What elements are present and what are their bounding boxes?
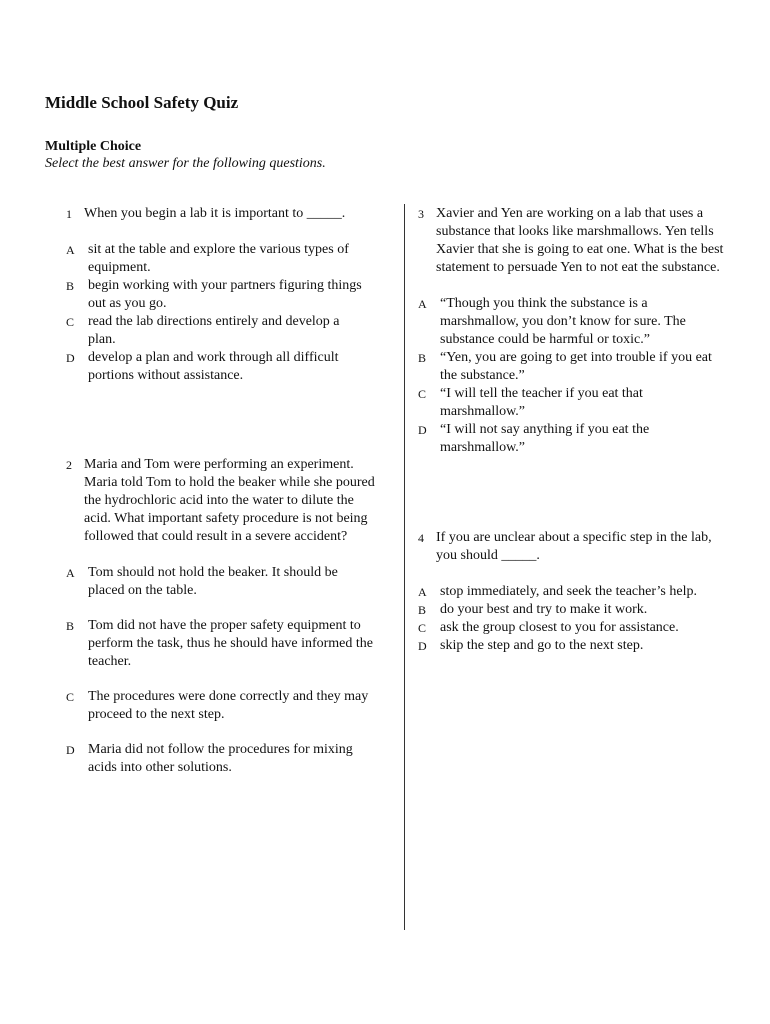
option-text: develop a plan and work through all difficult portions without assistance. <box>88 350 339 383</box>
option-letter: A <box>418 585 427 599</box>
option-text: “I will tell the teacher if you eat that marshmallow.” <box>440 386 643 419</box>
option-text: The procedures were done correctly and they may proceed to the next step. <box>88 689 369 722</box>
option-letter: A <box>66 566 75 580</box>
option-letter: B <box>66 619 75 633</box>
option-letter: B <box>418 351 427 365</box>
answer-options <box>418 583 728 655</box>
question-text: Maria and Tom were performing an experiment. Maria told Tom to hold the beaker while she poured the hydrochloric acid into the water to dilute the acid. What important safety procedure is not being followed that could result in a severe accident? <box>84 457 375 544</box>
option-b <box>66 617 376 671</box>
option-text: Maria did not follow the procedures for mixing acids into other solutions. <box>88 742 353 775</box>
option-a <box>66 241 366 277</box>
question-text: Xavier and Yen are working on a lab that uses a substance that looks like marshmallows. Yen tells Xavier that she is going to eat one. What is the best statement to persuade Yen to not eat the substance. <box>436 206 724 275</box>
option-letter: B <box>66 279 75 293</box>
option-text: Tom did not have the proper safety equipment to perform the task, thus he should have informed the teacher. <box>88 618 373 669</box>
option-text: “I will not say anything if you eat the marshmallow.” <box>440 422 650 455</box>
instructions-text: Select the best answer for the following questions. <box>45 156 326 171</box>
option-text: ask the group closest to you for assistance. <box>440 620 679 635</box>
option-letter: A <box>66 243 75 257</box>
option-text: skip the step and go to the next step. <box>440 638 644 653</box>
question-text: If you are unclear about a specific step in the lab, you should _____. <box>436 530 712 563</box>
option-c <box>418 619 728 637</box>
answer-options <box>66 564 376 777</box>
option-d <box>418 637 728 655</box>
option-letter: C <box>66 315 75 329</box>
question-4 <box>418 529 728 655</box>
option-letter: D <box>418 423 427 437</box>
option-text: “Though you think the substance is a marshmallow, you don’t know for sure. The substance could be harmful or toxic.” <box>440 296 686 347</box>
option-letter: C <box>418 621 427 635</box>
option-text: read the lab directions entirely and develop a plan. <box>88 314 340 347</box>
option-letter: A <box>418 297 427 311</box>
option-c <box>418 385 728 421</box>
option-letter: D <box>66 351 75 365</box>
answer-options <box>66 241 366 385</box>
option-text: do your best and try to make it work. <box>440 602 648 617</box>
option-letter: C <box>66 690 75 704</box>
option-letter: D <box>66 743 75 757</box>
option-text: sit at the table and explore the various types of equipment. <box>88 242 349 275</box>
column-divider <box>404 204 405 930</box>
question-text: When you begin a lab it is important to _____. <box>84 206 346 221</box>
page-title: Middle School Safety Quiz <box>45 93 239 112</box>
section-heading: Multiple Choice <box>45 139 142 154</box>
option-letter: D <box>418 639 427 653</box>
question-number: 1 <box>66 207 72 221</box>
question-2 <box>66 456 376 777</box>
option-text: begin working with your partners figuring things out as you go. <box>88 278 362 311</box>
option-letter: C <box>418 387 427 401</box>
option-c <box>66 688 376 724</box>
question-number: 2 <box>66 458 72 472</box>
answer-options <box>418 295 728 457</box>
option-b <box>418 601 728 619</box>
option-b <box>418 349 728 385</box>
question-number: 3 <box>418 207 424 221</box>
question-number: 4 <box>418 531 424 545</box>
option-a <box>418 583 728 601</box>
option-text: “Yen, you are going to get into trouble if you eat the substance.” <box>440 350 712 383</box>
option-b <box>66 277 366 313</box>
option-text: Tom should not hold the beaker. It should be placed on the table. <box>88 565 338 598</box>
option-d <box>418 421 728 457</box>
option-d <box>66 741 376 777</box>
option-letter: B <box>418 603 427 617</box>
option-c <box>66 313 366 349</box>
question-3 <box>418 205 728 457</box>
option-a <box>66 564 376 600</box>
question-1 <box>66 205 366 385</box>
option-text: stop immediately, and seek the teacher’s help. <box>440 584 697 599</box>
option-a <box>418 295 728 349</box>
option-d <box>66 349 366 385</box>
